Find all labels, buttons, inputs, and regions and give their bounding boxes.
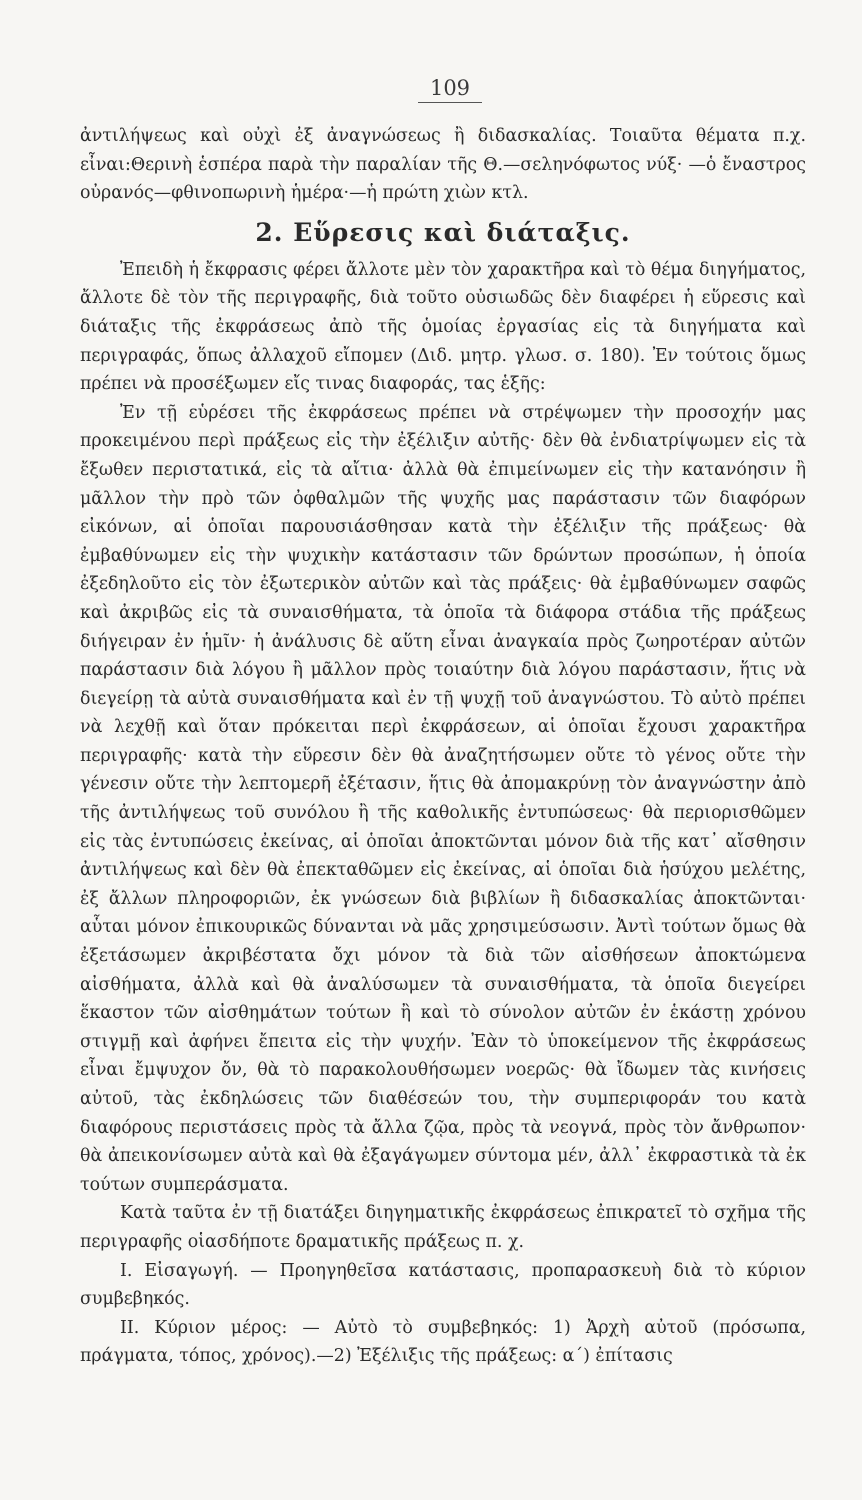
paragraph-2: Ἐν τῇ εὑρέσει τῆς ἐκφράσεως πρέπει νὰ στρέψωμεν τὴν προσοχήν μας προκειμένου περὶ πράξεως εἰς τὴν ἐξέλιξιν αὐτῆς· δὲν θὰ ἐνδιατρίψωμεν εἰς τὰ ἔξωθεν περιστατικά, εἰς τὰ αἴτια· ἀλλὰ θὰ ἐπιμείνωμεν εἰς τὴν κατανόησιν ἢ μᾶλλον τὴν πρὸ τῶν ὀφθαλμῶν τῆς ψυχῆς μας παράστασιν τῶν διαφόρων εἰκόνων, αἱ ὁποῖαι παρουσιάσθησαν κατὰ τὴν ἐξέλιξιν τῆς πράξεως· θὰ ἐμβαθύνωμεν εἰς τὴν ψυχικὴν κατάστασιν τῶν δρώντων προσώπων, ἡ ὁποία ἐξεδηλοῦτο εἰς τὸν ἐξωτερικὸν αὐτῶν καὶ τὰς πράξεις· θὰ ἐμβαθύνωμεν σαφῶς καὶ ἀκριβῶς εἰς τὰ συναισθήματα, τὰ ὁποῖα τὰ διάφορα στάδια τῆς πράξεως διήγειραν ἐν ἡμῖν· ἡ ἀνάλυσις δὲ αὕτη εἶναι ἀναγκαία πρὸς ζωηροτέραν αὐτῶν παράστασιν διὰ λόγου ἢ μᾶλλον πρὸς τοιαύτην διὰ λόγου παράστασιν, ἥτις νὰ διεγείρῃ τὰ αὐτὰ συναισθήματα καὶ ἐν τῇ ψυχῇ τοῦ ἀναγνώστου. Τὸ αὐτὸ πρέπει νὰ λεχθῇ καὶ ὅταν πρόκειται περὶ ἐκφράσεων, αἱ ὁποῖαι ἔχουσι χαρακτῆρα περιγραφῆς· κατὰ τὴν εὕρεσιν δὲν θὰ ἀναζητήσωμεν οὔτε τὸ γένος οὔτε τὴν γένεσιν οὔτε τὴν λεπτομερῆ ἐξέτασιν, ἥτις θὰ ἀπομακρύνῃ τὸν ἀναγνώστην ἀπὸ τῆς ἀντιλήψεως τοῦ συνόλου ἢ τῆς καθολικῆς ἐντυπώσεως· θὰ περιορισθῶμεν εἰς τὰς ἐντυπώσεις ἐκείνας, αἱ ὁποῖαι ἀποκτῶνται μόνον διὰ τῆς κατ᾽ αἴσθησιν ἀντιλήψεως καὶ δὲν θὰ ἐπεκταθῶμεν εἰς ἐκείνας, αἱ ὁποῖαι διὰ ἡσύχου μελέτης, ἐξ ἄλλων πληροφοριῶν, ἐκ γνώσεων διὰ βιβλίων ἢ διδασκαλίας ἀποκτῶνται· αὗται μόνον ἐπικουρικῶς δύνανται νὰ μᾶς χρησιμεύσωσιν. Ἀντὶ τούτων ὅμως θὰ ἐξετάσωμεν ἀκριβέστατα ὄχι μόνον τὰ διὰ τῶν αἰσθήσεων ἀποκτώμενα αἰσθήματα, ἀλλὰ καὶ θὰ ἀναλύσωμεν τὰ συναισθήματα, τὰ ὁποῖα διεγείρει ἕκαστον τῶν αἰσθημάτων τούτων ἢ καὶ τὸ σύνολον αὐτῶν ἐν ἑκάστῃ χρόνου στιγμῇ καὶ ἀφήνει ἔπειτα εἰς τὴν ψυχήν. Ἐὰν τὸ ὑποκείμενον τῆς ἐκφράσεως εἶναι ἔμψυχον ὄν, θὰ τὸ παρακολουθήσωμεν νοερῶς· θὰ ἴδωμεν τὰς κινήσεις αὐτοῦ, τὰς ἐκδηλώσεις τῶν διαθέσεών του, τὴν συμπεριφοράν του κατὰ διαφόρους περιστάσεις πρὸς τὰ ἄλλα ζῷα, πρὸς τὰ νεογνά, πρὸς τὸν ἄνθρωπον· θὰ ἀπεικονίσωμεν αὐτὰ καὶ θὰ ἐξαγάγωμεν σύντομα μέν, ἀλλ᾽ ἐκφραστικὰ τὰ ἐκ τούτων συμπεράσματα. xyxy=(80,402,806,1195)
page-number: 109 xyxy=(418,76,482,103)
list-item-main-part: II. Κύριον μέρος: — Αὐτὸ τὸ συμβεβηκός: 1) Ἀρχὴ αὐτοῦ (πρόσωπα, πράγματα, τόπος, χρόνος).—2) Ἐξέλιξις τῆς πράξεως: α΄) ἐπίτασις xyxy=(80,1317,806,1367)
page-text xyxy=(80,122,806,1371)
list-item-introduction: I. Εἰσαγωγή. — Προηγηθεῖσα κατάστασις, προπαρασκευὴ διὰ τὸ κύριον συμβεβηκός. xyxy=(80,1260,806,1310)
paragraph-1: Ἐπειδὴ ἡ ἔκφρασις φέρει ἄλλοτε μὲν τὸν χαρακτῆρα καὶ τὸ θέμα διηγήματος, ἄλλοτε δὲ τὸν τῆς περιγραφῆς, διὰ τοῦτο οὐσιωδῶς δὲν διαφέρει ἡ εὕρεσις καὶ διάταξις τῆς ἐκφράσεως ἀπὸ τῆς ὁμοίας ἐργασίας εἰς τὰ διηγήματα καὶ περιγραφάς, ὅπως ἀλλαχοῦ εἴπομεν (Διδ. μητρ. γλωσ. σ. 180). Ἐν τούτοις ὅμως πρέπει νὰ προσέξωμεν εἴς τινας διαφοράς, τας ἑξῆς: xyxy=(80,259,806,395)
section-heading: 2. Εὕρεσις καὶ διάταξις. xyxy=(255,217,631,247)
intro-paragraph: ἀντιλήψεως καὶ οὐχὶ ἐξ ἀναγνώσεως ἢ διδασκαλίας. Τοιαῦτα θέματα π.χ. εἶναι:Θερινὴ ἑσπέρα παρὰ τὴν παραλίαν τῆς Θ.—σεληνόφωτος νύξ· —ὁ ἔναστρος οὐρανός—φθινοπωρινὴ ἡμέρα·—ἡ πρώτη χιὼν κτλ. xyxy=(80,126,806,204)
paragraph-3: Κατὰ ταῦτα ἐν τῇ διατάξει διηγηματικῆς ἐκφράσεως ἐπικρατεῖ τὸ σχῆμα τῆς περιγραφῆς οἱασδήποτε δραματικῆς πράξεως π. χ. xyxy=(80,1203,806,1252)
